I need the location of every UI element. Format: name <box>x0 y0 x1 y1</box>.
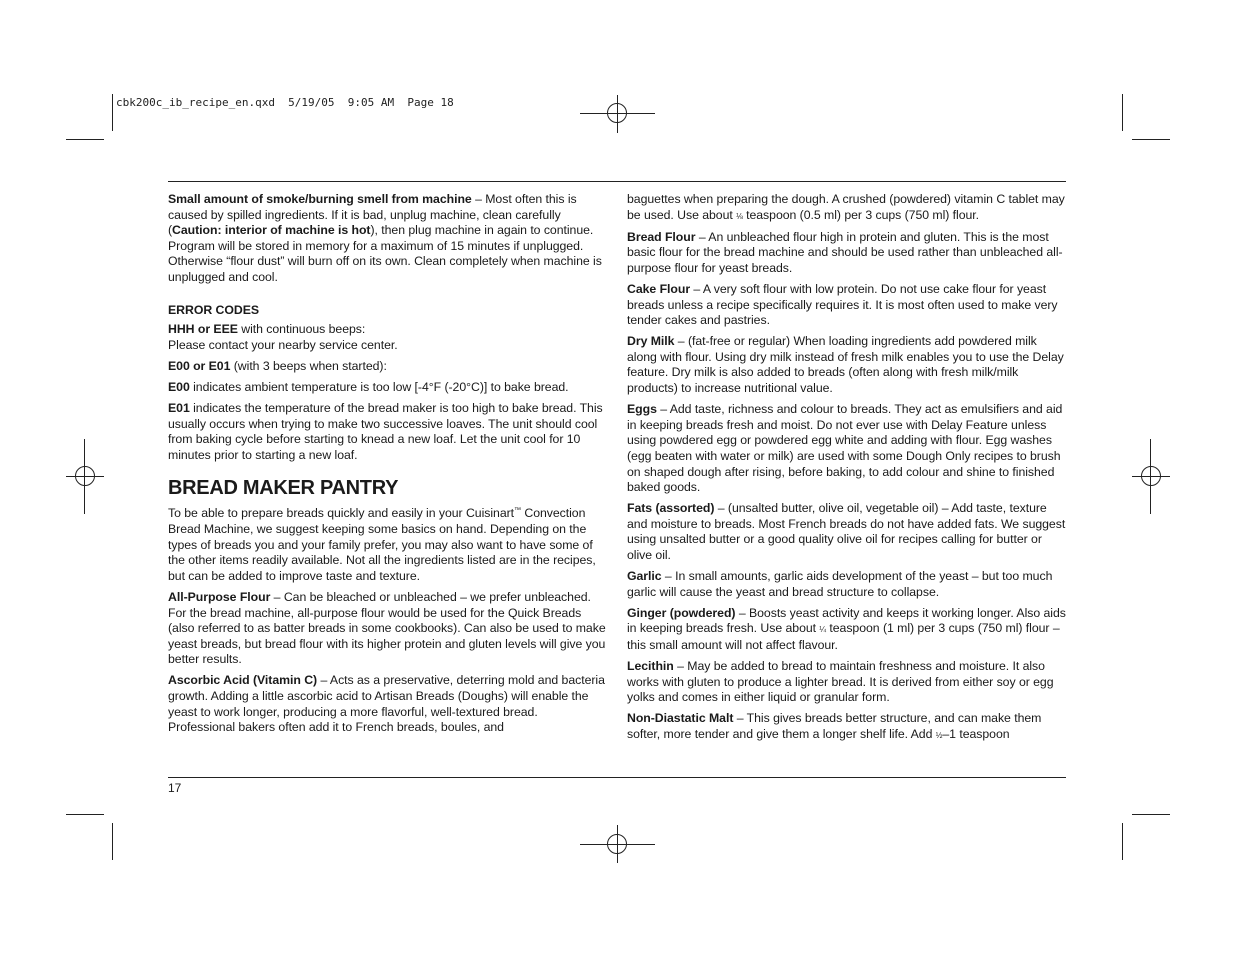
crop-mark <box>1122 94 1123 131</box>
ascorbic-acid-paragraph: Ascorbic Acid (Vitamin C) – Acts as a preservative, deterring mold and bacteria growth. Adding a little ascorbic acid to Artisan Breads (Doughs) will enable the yeast to work longer, producing a more flavorful, well-textured bread. Professional bakers often add it to French breads, boules, and <box>168 673 605 735</box>
cake-flour-paragraph: Cake Flour – A very soft flour with low protein. Do not use cake flour for yeast breads unless a recipe specifically requires it. It is most often used to make very tender cakes and pastries. <box>627 281 1058 328</box>
bread-flour-paragraph: Bread Flour – An unbleached flour high in protein and gluten. This is the most basic flour for the bread machine and should be used rather than unbleached all-purpose flour for yeast breads. <box>627 229 1063 275</box>
crop-mark <box>1132 139 1170 140</box>
bottom-rule <box>168 777 1066 778</box>
left-column <box>168 192 606 741</box>
crop-mark <box>1132 814 1170 815</box>
crop-mark <box>66 139 104 140</box>
smoke-paragraph: Small amount of smoke/burning smell from machine – Most often this is caused by spilled ingredients. If it is bad, unplug machine, clean carefully (Caution: interior of machine is hot), then plug machine in again to continue. Program will be stored in memory for a maximum of 15 minutes if unplugged. Otherwise “flour dust” will burn off on its own. Clean completely when machine is unplugged and cool. <box>168 192 602 284</box>
lecithin-paragraph: Lecithin – May be added to bread to maintain freshness and moisture. It also works with gluten to produce a lighter bread. It is derived from either soy or egg yolks and comes in either liquid or granular form. <box>627 659 1054 705</box>
e00-e01-paragraph: E00 or E01 (with 3 beeps when started): <box>168 358 387 373</box>
crop-mark <box>112 823 113 860</box>
garlic-paragraph: Garlic – In small amounts, garlic aids development of the yeast – but too much garlic will cause the yeast and bread structure to collapse. <box>627 569 1053 599</box>
ascorbic-acid-continued: baguettes when preparing the dough. A crushed (powdered) vitamin C tablet may be used. Use about ⅛ teaspoon (0.5 ml) per 3 cups (750 ml) flour. <box>627 192 1065 222</box>
crop-mark <box>66 814 104 815</box>
eggs-paragraph: Eggs – Add taste, richness and colour to breads. They act as emulsifiers and aid in keeping breads fresh and moist. Do not ever use with Delay Feature unless using powdered egg or powdered egg white and adding with flour. Egg washes (egg beaten with water or milk) are used with some Dough Only recipes to brush on shaped dough after rising, before baking, to add colour and shine to finished baked goods. <box>627 402 1063 495</box>
hhh-paragraph: HHH or EEE with continuous beeps: Please contact your nearby service center. <box>168 322 398 352</box>
e00-paragraph: E00 indicates ambient temperature is too low [-4°F (-20°C)] to bake bread. <box>168 379 569 394</box>
print-slug: cbk200c_ib_recipe_en.qxd 5/19/05 9:05 AM Page 18 <box>116 96 454 109</box>
error-codes-heading: ERROR CODES <box>168 302 260 317</box>
all-purpose-flour-paragraph: All-Purpose Flour – Can be bleached or unbleached – we prefer unbleached. For the bread machine, all-purpose flour would be used for the Quick Breads (also referred to as batter breads in some cookbooks). Can also be used to make yeast breads, but bread flour with its higher protein and gluten levels will give you better results. <box>168 589 606 667</box>
pantry-intro: To be able to prepare breads quickly and easily in your Cuisinart™ Convection Bread Machine, we suggest keeping some basics on hand. Depending on the types of breads you and your family prefer, you may also want to have some of the other items readily available. Not all the ingredients listed are in the recipes, but can be added to improve taste and texture. <box>168 506 596 583</box>
malt-paragraph: Non-Diastatic Malt – This gives breads better structure, and can make them softer, more tender and give them a longer shelf life. Add ½–1 teaspoon <box>627 711 1042 741</box>
pantry-heading: BREAD MAKER PANTRY <box>168 477 399 500</box>
fats-paragraph: Fats (assorted) – (unsalted butter, olive oil, vegetable oil) – Add taste, texture and moisture to breads. Most French breads do not have added fats. We suggest using unsalted butter or a good quality olive oil for recipes calling for butter or olive oil. <box>627 501 1066 562</box>
top-rule <box>168 181 1066 182</box>
crop-mark <box>112 94 113 131</box>
e01-paragraph: E01 indicates the temperature of the bread maker is too high to bake bread. This usually occurs when trying to make two successive loaves. The unit should cool from baking cycle before starting to knead a new loaf. Let the unit cool for 10 minutes prior to starting a new loaf. <box>168 401 603 462</box>
page-number: 17 <box>168 781 182 795</box>
ginger-paragraph: Ginger (powdered) – Boosts yeast activity and keeps it working longer. Also aids in keeping breads fresh. Use about ¼ teaspoon (1 ml) per 3 cups (750 ml) flour – this small amount will not affect flavour. <box>627 605 1066 652</box>
dry-milk-paragraph: Dry Milk – (fat-free or regular) When loading ingredients add powdered milk along with flour. Using dry milk instead of fresh milk enables you to use the Delay feature. Dry milk is also added to breads (often along with fresh milk/milk products) to increase nutritional value. <box>627 334 1064 396</box>
crop-mark <box>1122 823 1123 860</box>
right-column <box>627 192 1067 749</box>
